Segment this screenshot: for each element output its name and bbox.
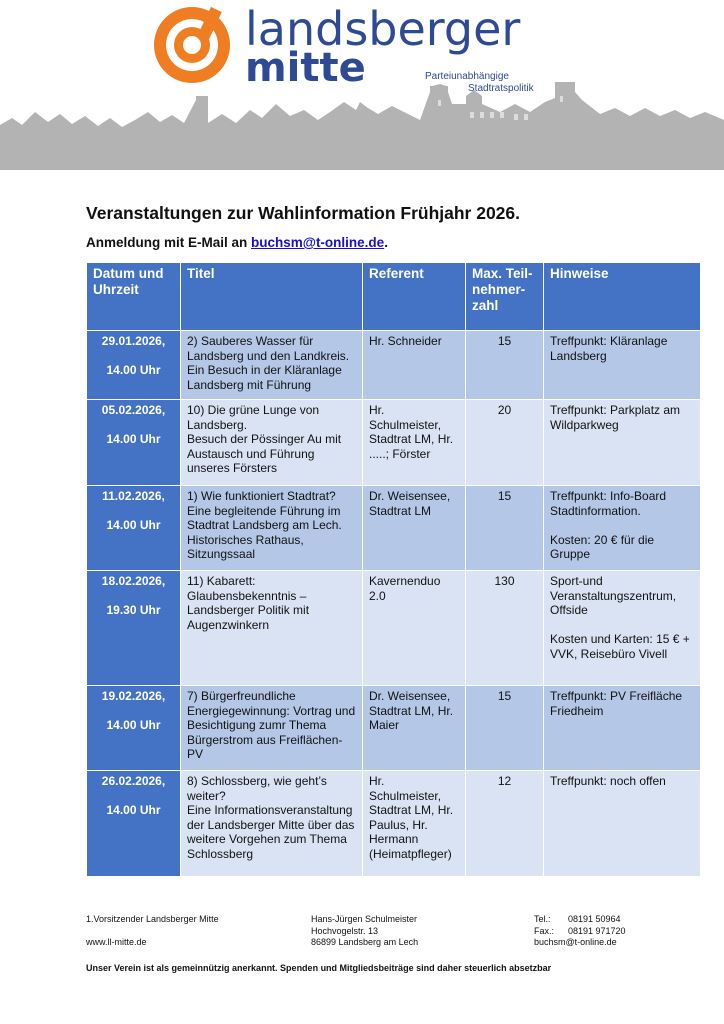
row-title: 8) Schlossberg, wie geht’s weiter? Eine Informationsveranstaltung der Landsberger Mitte über das weitere Vorgehen zum Thema Schlossberg [181,771,363,877]
table-row [87,331,701,400]
row-hint: Treffpunkt: Info-Board Stadtinformation. Kosten: 20 € für die Gruppe [544,486,701,571]
registration-text: Anmeldung mit E-Mail an [86,235,252,250]
registration-period: . [384,235,388,250]
footer-col-address [311,914,418,949]
header-max-participants: Max. Teil- nehmer- zahl [466,263,544,331]
row-date [87,571,181,686]
header-date: Datum und Uhrzeit [87,263,181,331]
row-hint: Treffpunkt: noch offen [544,771,701,877]
time-value: 14.00 Uhr [106,431,161,446]
footer-city: 86899 Landsberg am Lech [311,937,419,947]
row-max: 130 [466,571,544,686]
row-referent: Hr. Schulmeister, Stadtrat LM, Hr. Paulus, Hr. Hermann (Heimatpfleger) [363,771,466,877]
table-row [87,771,701,877]
footer-col-contact [534,914,626,949]
date-value: 18.02.2026, [101,574,166,588]
footer-tax-note: Unser Verein ist als gemeinnützig anerkannt. Spenden und Mitgliedsbeiträge sind daher steuerlich absetzbar [86,963,552,973]
header-referent: Referent [363,263,466,331]
row-max: 12 [466,771,544,877]
row-hint: Treffpunkt: Kläranlage Landsberg [544,331,701,400]
footer-chair: 1.Vorsitzender Landsberger Mitte [86,914,219,924]
time-value: 14.00 Uhr [106,362,161,377]
row-title: 1) Wie funktioniert Stadtrat? Eine begleitende Führung im Stadtrat Landsberg am Lech. Historisches Rathaus, Sitzungssaal [181,486,363,571]
row-max: 15 [466,486,544,571]
table-row [87,686,701,771]
header-title: Titel [181,263,363,331]
tagline-line2: Stadtratspolitik [468,83,534,94]
date-value: 19.02.2026, [101,689,166,703]
row-date [87,686,181,771]
logo-text-mitte: mitte [245,45,366,91]
row-referent: Kavernenduo 2.0 [363,571,466,686]
time-value: 19.30 Uhr [106,602,161,617]
date-value: 05.02.2026, [101,403,166,417]
row-referent: Dr. Weisensee, Stadtrat LM [363,486,466,571]
registration-line [86,235,388,250]
footer-fax-label: Fax.: [534,925,555,936]
row-date [87,771,181,877]
row-title: 2) Sauberes Wasser für Landsberg und den Landkreis. Ein Besuch in der Kläranlage Landsberg mit Führung [181,331,363,400]
tagline-line1: Parteiunabhängige [425,71,509,82]
row-date [87,486,181,571]
footer-col-association [86,914,219,949]
row-hint: Treffpunkt: PV Freifläche Friedheim [544,686,701,771]
row-referent: Dr. Weisensee, Stadtrat LM, Hr. Maier [363,686,466,771]
time-value: 14.00 Uhr [106,717,161,732]
footer-website[interactable]: www.ll-mitte.de [86,937,147,947]
row-max: 15 [466,686,544,771]
row-date [87,331,181,400]
footer-fax-value: 08191 971720 [568,925,626,936]
row-max: 20 [466,400,544,486]
page-title: Veranstaltungen zur Wahlinformation Frühjahr 2026. [86,203,521,223]
table-header-row [87,263,701,331]
footer-name: Hans-Jürgen Schulmeister [311,914,418,924]
time-value: 14.00 Uhr [106,517,161,532]
time-value: 14.00 Uhr [106,802,161,817]
row-referent: Hr. Schneider [363,331,466,400]
events-table [86,262,701,877]
footer-tel-label: Tel.: [534,914,551,924]
date-value: 11.02.2026, [102,489,165,503]
row-date [87,400,181,486]
letterhead [0,0,724,170]
table-row [87,400,701,486]
table-row [87,486,701,571]
footer-tel-value: 08191 50964 [568,914,621,924]
date-value: 26.02.2026, [101,774,166,788]
row-title: 10) Die grüne Lunge von Landsberg. Besuch der Pössinger Au mit Austausch und Führung unseres Försters [181,400,363,486]
row-title: 7) Bürgerfreundliche Energiegewinnung: Vortrag und Besichtigung zumr Thema Bürgerstrom aus Freiflächen-PV [181,686,363,771]
row-hint: Sport-und Veranstaltungszentrum, Offside Kosten und Karten: 15 € + VVK, Reisebüro Vivell [544,571,701,686]
row-hint: Treffpunkt: Parkplatz am Wildparkweg [544,400,701,486]
date-value: 29.01.2026, [101,334,166,348]
row-title: 11) Kabarett: Glaubensbekenntnis – Landsberger Politik mit Augenzwinkern [181,571,363,686]
table-row [87,571,701,686]
logo-text-landsberger: landsberger [245,2,521,56]
row-referent: Hr. Schulmeister, Stadtrat LM, Hr. .....; Förster [363,400,466,486]
header-notes: Hinweise [544,263,701,331]
row-max: 15 [466,331,544,400]
email-link[interactable]: buchsm@t-online.de [251,235,385,250]
footer-email[interactable]: buchsm@t-online.de [534,937,617,947]
footer-street: Hochvogelstr. 13 [311,925,379,936]
logo-emblem-icon [142,0,242,95]
